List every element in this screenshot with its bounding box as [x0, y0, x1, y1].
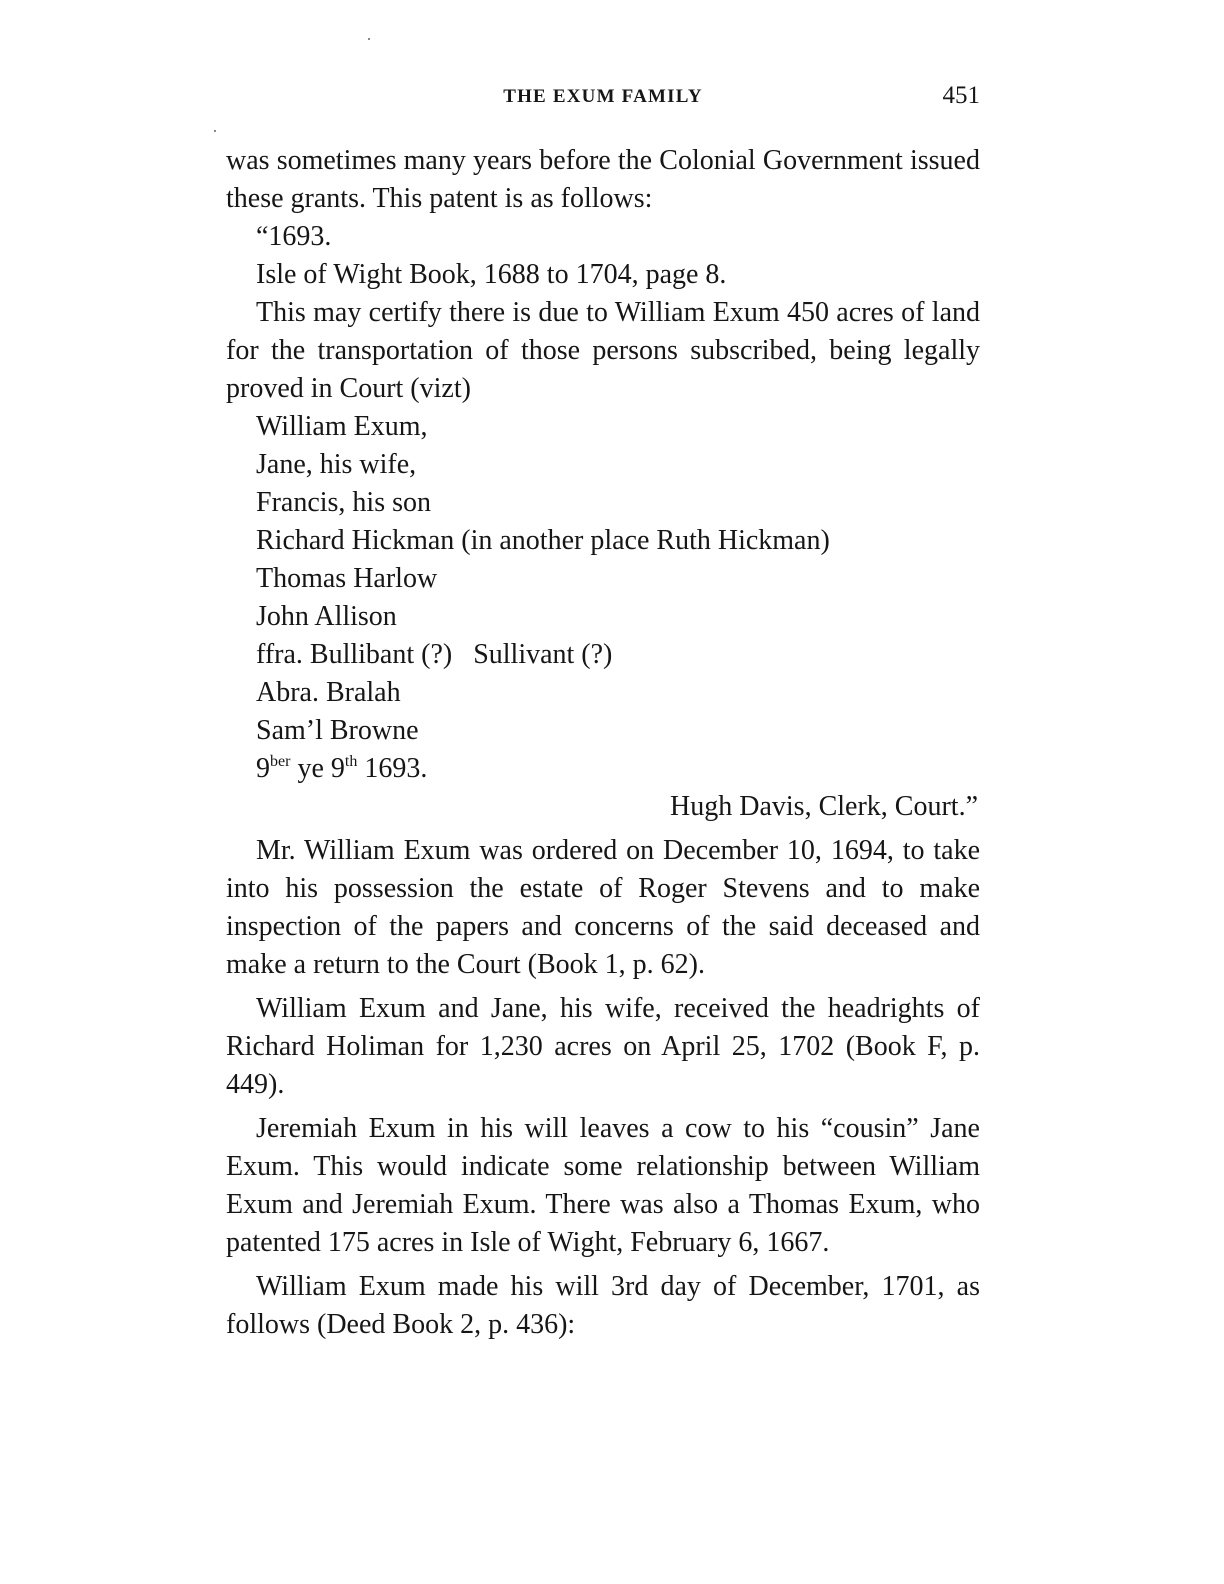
scan-speck [214, 130, 216, 132]
closing-ye: ye [290, 753, 331, 784]
closing-date [226, 750, 980, 788]
certificate-paragraph: This may certify there is due to William Exum 450 acres of land for the transportation of those persons subscribed, being legally proved in Court (vizt) [226, 297, 980, 404]
closing-year: 1693. [357, 753, 428, 784]
person-line: William Exum, [256, 411, 428, 442]
closing-day-suffix: th [344, 753, 358, 770]
closing-month: 9 [256, 753, 270, 784]
closing-month-suffix: ber [270, 753, 291, 770]
body-text [226, 142, 980, 1344]
paragraph-continuation: was sometimes many years before the Colonial Government issued these grants. This patent is as follows: [226, 145, 980, 214]
page-number: 451 [942, 82, 980, 109]
quote-date: “1693. [256, 221, 332, 252]
person-line: Richard Hickman (in another place Ruth Hickman) [256, 525, 830, 556]
closing-day: 9 [330, 753, 345, 784]
person-line: Jane, his wife, [256, 449, 417, 480]
paragraph-headrights: William Exum and Jane, his wife, received the headrights of Richard Holiman for 1,230 acres on April 25, 1702 (Book F, p. 449). [226, 993, 980, 1100]
person-line: Abra. Bralah [256, 677, 401, 708]
paragraph-will: William Exum made his will 3rd day of December, 1701, as follows (Deed Book 2, p. 436): [226, 1271, 980, 1340]
book-reference: Isle of Wight Book, 1688 to 1704, page 8. [256, 259, 727, 290]
clerk-signature: Hugh Davis, Clerk, Court.” [670, 791, 978, 822]
page-header [226, 82, 980, 112]
person-line: ffra. Bullibant (?) Sullivant (?) [256, 639, 613, 670]
paragraph-roger-stevens: Mr. William Exum was ordered on December 10, 1694, to take into his possession the estate of Roger Stevens and to make inspection of the papers and concerns of the said deceased and make a return to the Court (Book 1, p. 62). [226, 835, 980, 980]
person-line: Francis, his son [256, 487, 431, 518]
scan-speck [368, 38, 370, 40]
person-line: Thomas Harlow [256, 563, 438, 594]
person-line: Sam’l Browne [256, 715, 419, 746]
running-head: THE EXUM FAMILY [503, 86, 703, 107]
person-line: John Allison [256, 601, 397, 632]
persons-list [226, 408, 980, 750]
paragraph-jeremiah-exum: Jeremiah Exum in his will leaves a cow to his “cousin” Jane Exum. This would indicate some relationship between William Exum and Jeremiah Exum. There was also a Thomas Exum, who patented 175 acres in Isle of Wight, February 6, 1667. [226, 1113, 980, 1258]
